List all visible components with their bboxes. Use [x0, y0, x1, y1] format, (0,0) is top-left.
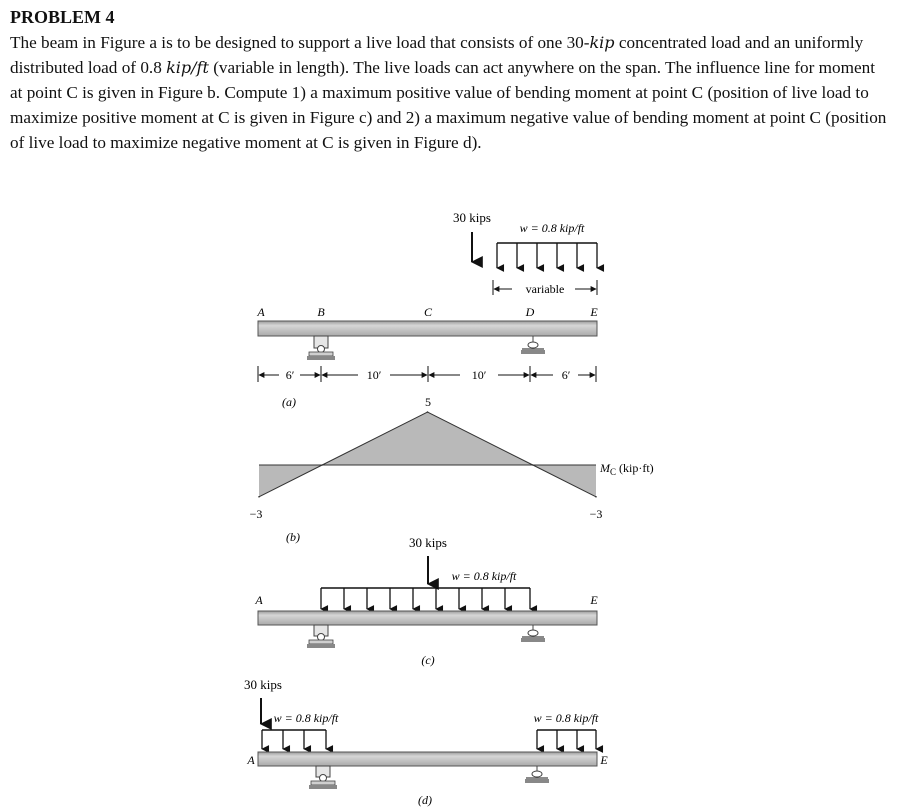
il-point-e [595, 496, 597, 498]
beam-a [258, 321, 597, 336]
point-label-e: E [590, 305, 598, 319]
dist-load-label-c: w = 0.8 kip/ft [451, 569, 517, 583]
caption-a: (a) [282, 395, 296, 409]
figure-b [250, 395, 654, 544]
point-label-e-d: E [600, 753, 608, 767]
conc-load-label-d: 30 kips [244, 677, 282, 692]
kip-unit: kip [589, 33, 615, 52]
pin-support-d [309, 766, 337, 789]
problem-text-2: concentrated load and an uniformly distributed load of 0.8 [10, 33, 864, 77]
conc-load-label-a: 30 kips [453, 210, 491, 225]
il-value-right: −3 [589, 507, 603, 521]
il-axis-label: $M_C$ (kip·ft) [600, 461, 654, 477]
roller-support-d [521, 336, 545, 354]
dist-load-arrows-d-left [262, 730, 326, 749]
il-value-peak: 5 [425, 395, 431, 409]
dim-de: 6′ [561, 368, 571, 382]
point-label-b: B [317, 305, 325, 319]
dist-load-arrows-a [497, 243, 597, 268]
il-point-b [321, 464, 323, 466]
il-value-left: −3 [249, 507, 263, 521]
caption-d: (d) [418, 793, 432, 807]
dist-load-label-a: w = 0.8 kip/ft [519, 221, 585, 235]
il-point-a [258, 496, 260, 498]
point-label-d: D [525, 305, 535, 319]
dimension-line-a [258, 366, 596, 382]
figure-a [256, 210, 598, 409]
dist-load-arrows-c [321, 588, 530, 609]
pin-support-c [307, 625, 335, 648]
pin-support-b [307, 336, 335, 360]
dist-load-arrows-d-right [537, 730, 596, 749]
point-label-e-c: E [590, 593, 598, 607]
influence-area [259, 412, 596, 497]
problem-text-1: The beam in Figure a is to be designed to support a live load that consists of one 30- [10, 33, 590, 52]
figure-d [244, 677, 608, 807]
dist-load-label-d-right: w = 0.8 kip/ft [533, 711, 599, 725]
kip-per-ft-unit: kip/ft [166, 58, 209, 77]
dim-cd: 10′ [471, 368, 487, 382]
roller-support-c [521, 625, 545, 642]
il-point-c [427, 411, 429, 413]
problem-text-3: (variable in length). The live loads can act anywhere on the span. The influence line for moment at point C is given in Figure b. Compute 1) a maximum positive value of bending moment at point C (position of live load to maximize positive moment at C is given in Figure c) and 2) a maximum negative value of bending moment at point C (position of live load to maximize negative moment at C is given in Figure d). [10, 58, 887, 152]
beam-d [258, 752, 597, 766]
dist-load-label-d-left: w = 0.8 kip/ft [273, 711, 339, 725]
point-label-a: A [257, 305, 265, 319]
point-label-a-c: A [255, 593, 263, 607]
influence-line-plot [258, 411, 597, 497]
caption-c: (c) [421, 653, 435, 667]
beam-c [258, 611, 597, 625]
conc-load-label-c: 30 kips [409, 535, 447, 550]
roller-support-d-fig [525, 766, 549, 783]
problem-title: PROBLEM 4 [10, 7, 115, 27]
figure-c [254, 535, 598, 667]
dim-ab: 6′ [285, 368, 295, 382]
il-point-d [532, 464, 534, 466]
caption-b: (b) [286, 530, 300, 544]
variable-label: variable [525, 282, 565, 296]
point-label-c: C [423, 305, 433, 319]
dim-bc: 10′ [366, 368, 382, 382]
point-label-a-d: A [247, 753, 255, 767]
